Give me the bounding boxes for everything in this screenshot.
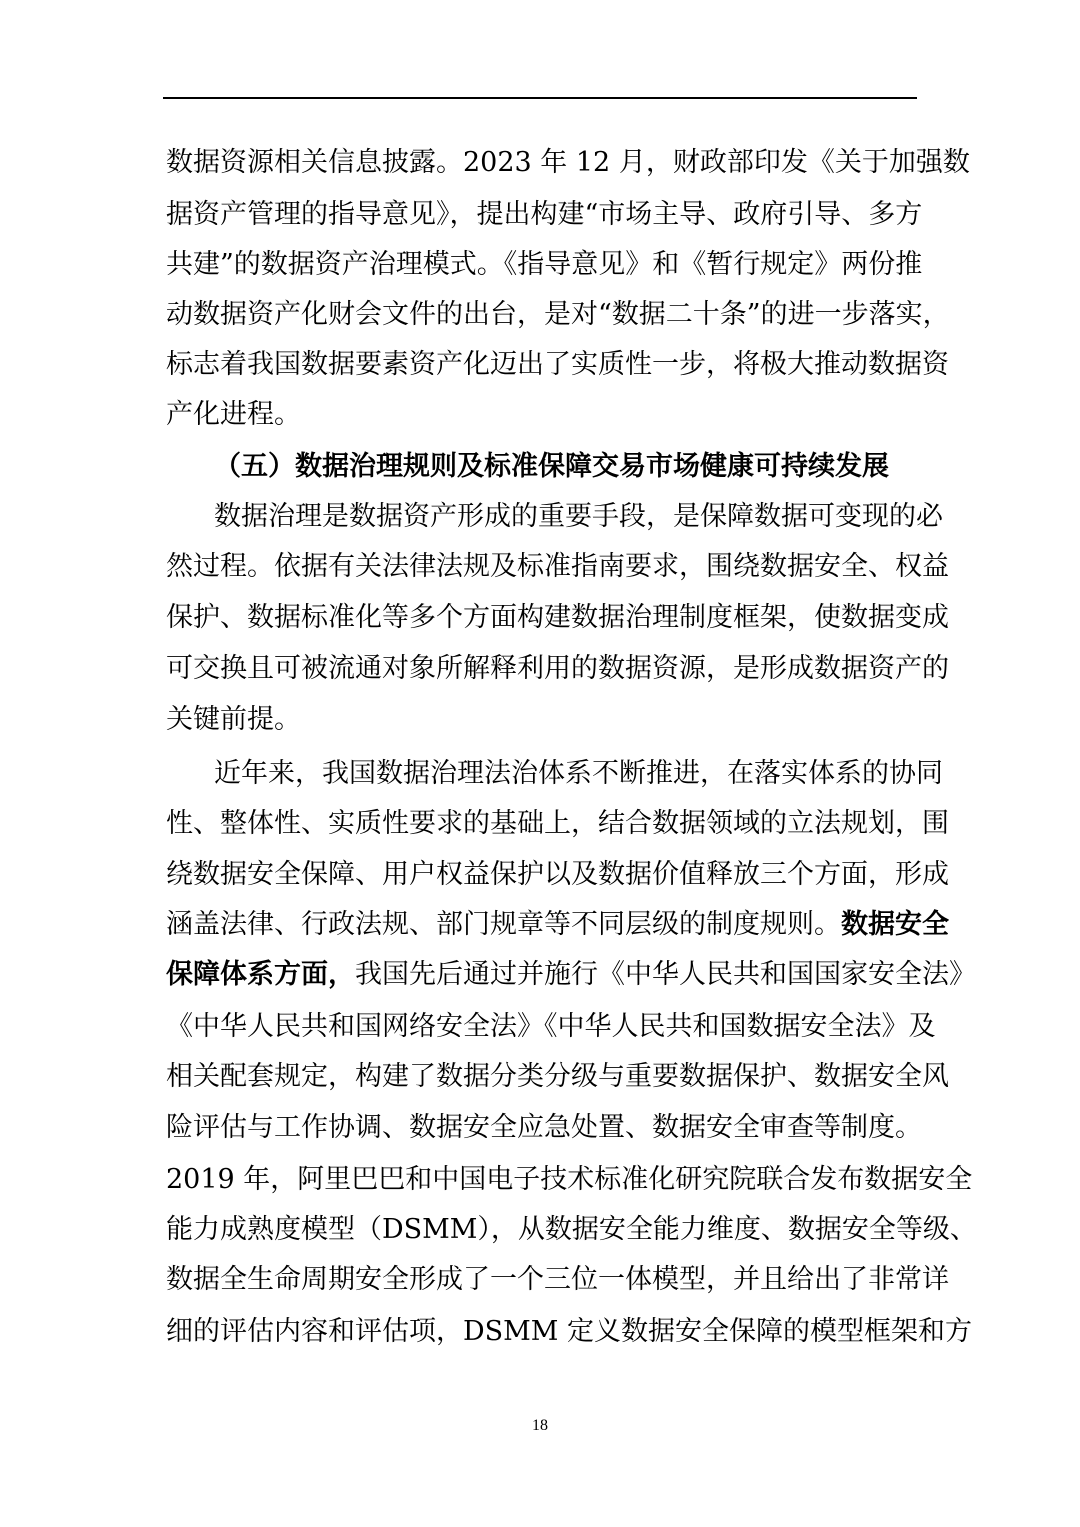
- body-text: 涵盖法律、行政法规、部门规章等不同层级的制度规则。: [166, 909, 841, 940]
- body-line: 产化进程。: [166, 399, 301, 430]
- body-line: 动数据资产化财会文件的出台，是对“数据二十条”的进一步落实，: [166, 299, 950, 330]
- header-rule: [163, 97, 917, 99]
- body-text: 我国先后通过并施行《中华人民共和国国家安全法》: [355, 959, 976, 990]
- body-line: 数据资源相关信息披露。2023 年 12 月，财政部印发《关于加强数: [166, 147, 970, 178]
- body-line: 险评估与工作协调、数据安全应急处置、数据安全审查等制度。: [166, 1112, 922, 1143]
- body-line: 相关配套规定，构建了数据分类分级与重要数据保护、数据安全风: [166, 1061, 949, 1092]
- body-line: 能力成熟度模型（DSMM），从数据安全能力维度、数据安全等级、: [166, 1214, 977, 1245]
- body-line: 近年来，我国数据治理法治体系不断推进，在落实体系的协同: [214, 758, 943, 789]
- body-line: 细的评估内容和评估项，DSMM 定义数据安全保障的模型框架和方: [166, 1316, 973, 1347]
- body-line: 2019 年，阿里巴巴和中国电子技术标准化研究院联合发布数据安全: [166, 1164, 973, 1195]
- body-line: 数据治理是数据资产形成的重要手段，是保障数据可变现的必: [214, 501, 943, 532]
- section-heading: （五）数据治理规则及标准保障交易市场健康可持续发展: [214, 451, 889, 482]
- body-line: 绕数据安全保障、用户权益保护以及数据价值释放三个方面，形成: [166, 859, 949, 890]
- body-line: 标志着我国数据要素资产化迈出了实质性一步，将极大推动数据资: [166, 349, 949, 380]
- body-line: 可交换且可被流通对象所解释利用的数据资源，是形成数据资产的: [166, 653, 949, 684]
- body-line: 保护、数据标准化等多个方面构建数据治理制度框架，使数据变成: [166, 602, 949, 633]
- body-line: [166, 958, 976, 992]
- body-line: 性、整体性、实质性要求的基础上，结合数据领域的立法规划，围: [166, 808, 949, 839]
- page-number: 18: [532, 1417, 548, 1434]
- body-line: 数据全生命周期安全形成了一个三位一体模型，并且给出了非常详: [166, 1264, 949, 1295]
- body-line: 共建”的数据资产治理模式。《指导意见》和《暂行规定》两份推: [166, 249, 923, 280]
- body-line: 据资产管理的指导意见》，提出构建“市场主导、政府引导、多方: [166, 199, 923, 230]
- body-line: [166, 908, 949, 942]
- body-line: 《中华人民共和国网络安全法》《中华人民共和国数据安全法》及: [166, 1011, 936, 1042]
- body-line: 关键前提。: [166, 704, 301, 735]
- bold-emphasis: 数据安全: [841, 909, 949, 940]
- body-line: 然过程。依据有关法律法规及标准指南要求，围绕数据安全、权益: [166, 551, 949, 582]
- bold-emphasis: 保障体系方面，: [166, 959, 355, 990]
